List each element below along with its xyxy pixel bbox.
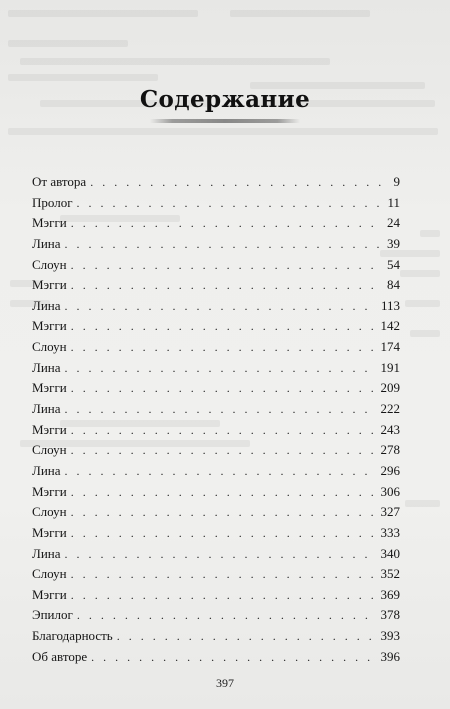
toc-entry[interactable] <box>32 440 400 461</box>
dot-leader <box>71 255 382 276</box>
dot-leader <box>71 213 382 234</box>
toc-entry[interactable] <box>32 296 400 317</box>
toc-entry[interactable] <box>32 626 400 647</box>
toc-entry-title: Об авторе <box>32 648 88 664</box>
toc-entry[interactable] <box>32 255 400 276</box>
toc-entry[interactable] <box>32 234 400 255</box>
dot-leader <box>71 564 377 585</box>
toc-entry[interactable] <box>32 523 400 544</box>
dot-leader <box>90 172 382 193</box>
toc-entry-title: Мэгги <box>32 421 67 437</box>
toc-entry[interactable] <box>32 420 400 441</box>
dot-leader <box>71 502 377 523</box>
dot-leader <box>71 523 377 544</box>
dot-leader <box>71 585 377 606</box>
toc-entry[interactable] <box>32 461 400 482</box>
toc-entry[interactable] <box>32 544 400 565</box>
toc-entry-title: Благодарность <box>32 628 113 644</box>
dot-leader <box>65 234 382 255</box>
toc-entry-title: Слоун <box>32 504 67 520</box>
title-underline-smudge <box>150 119 300 123</box>
toc-entry-page: 222 <box>380 401 400 417</box>
toc-entry-page: 39 <box>387 235 400 251</box>
toc-entry-page: 296 <box>380 462 400 478</box>
dot-leader <box>91 647 376 668</box>
dot-leader <box>117 626 377 647</box>
toc-entry-page: 142 <box>380 318 400 334</box>
toc-entry-title: Эпилог <box>32 607 73 623</box>
toc-entry-page: 209 <box>380 380 400 396</box>
toc-entry-page: 340 <box>380 545 400 561</box>
dot-leader <box>71 420 377 441</box>
toc-entry-page: 24 <box>387 215 400 231</box>
toc-entry-title: Слоун <box>32 339 67 355</box>
toc-entry-title: От автора <box>32 174 87 189</box>
toc-entry-title: Лина <box>32 297 61 313</box>
dot-leader <box>65 461 377 482</box>
toc-entry-title: Мэгги <box>32 483 67 499</box>
toc-entry-page: 113 <box>380 297 400 313</box>
toc-entry-page: 278 <box>380 442 400 458</box>
toc-entry-page: 54 <box>387 256 400 272</box>
toc-entry-title: Лина <box>32 462 61 478</box>
toc-entry[interactable] <box>32 502 400 523</box>
table-of-contents <box>32 172 400 667</box>
toc-entry-page: 369 <box>380 586 400 602</box>
toc-entry[interactable] <box>32 213 400 234</box>
dot-leader <box>71 275 382 296</box>
dot-leader <box>65 544 377 565</box>
toc-entry-title: Мэгги <box>32 318 67 334</box>
page-title: Содержание <box>139 86 311 113</box>
dot-leader <box>65 296 377 317</box>
toc-entry[interactable] <box>32 564 400 585</box>
toc-entry-title: Слоун <box>32 256 67 272</box>
dot-leader <box>65 358 377 379</box>
toc-entry-title: Лина <box>32 401 61 417</box>
dot-leader <box>77 605 377 626</box>
toc-entry[interactable] <box>32 316 400 337</box>
dot-leader <box>71 316 377 337</box>
dot-leader <box>71 440 377 461</box>
toc-entry-title: Слоун <box>32 566 67 582</box>
toc-entry[interactable] <box>32 482 400 503</box>
toc-entry-page: 378 <box>380 607 400 623</box>
toc-entry[interactable] <box>32 585 400 606</box>
toc-entry-page: 243 <box>380 421 400 437</box>
toc-entry[interactable] <box>32 358 400 379</box>
toc-entry-title: Пролог <box>32 194 73 210</box>
dot-leader <box>71 337 377 358</box>
toc-entry-title: Слоун <box>32 442 67 458</box>
toc-entry-title: Мэгги <box>32 586 67 602</box>
toc-entry-title: Мэгги <box>32 215 67 231</box>
toc-entry-page: 306 <box>380 483 400 499</box>
toc-entry-page: 11 <box>387 194 400 210</box>
dot-leader <box>65 399 377 420</box>
toc-entry[interactable] <box>32 399 400 420</box>
toc-entry-page: 191 <box>380 359 400 375</box>
toc-entry-title: Мэгги <box>32 277 67 293</box>
dot-leader <box>71 482 377 503</box>
toc-entry-page: 327 <box>380 504 400 520</box>
toc-entry-page: 396 <box>380 648 400 664</box>
toc-entry-page: 393 <box>380 628 400 644</box>
toc-entry-title: Лина <box>32 235 61 251</box>
page-number: 397 <box>216 676 234 690</box>
toc-entry-page: 333 <box>380 524 400 540</box>
toc-entry[interactable] <box>32 337 400 358</box>
toc-entry[interactable] <box>32 647 400 668</box>
toc-entry-title: Лина <box>32 545 61 561</box>
toc-entry-page: 84 <box>387 277 400 293</box>
dot-leader <box>71 378 377 399</box>
toc-entry-page: 352 <box>380 566 400 582</box>
dot-leader <box>77 193 382 214</box>
toc-entry-title: Мэгги <box>32 380 67 396</box>
toc-entry[interactable] <box>32 172 400 193</box>
toc-entry[interactable] <box>32 275 400 296</box>
toc-entry[interactable] <box>32 378 400 399</box>
toc-entry-title: Лина <box>32 359 61 375</box>
toc-entry-page: 9 <box>393 174 400 189</box>
toc-entry[interactable] <box>32 605 400 626</box>
toc-entry-page: 174 <box>380 339 400 355</box>
toc-entry-title: Мэгги <box>32 524 67 540</box>
toc-entry[interactable] <box>32 193 400 214</box>
